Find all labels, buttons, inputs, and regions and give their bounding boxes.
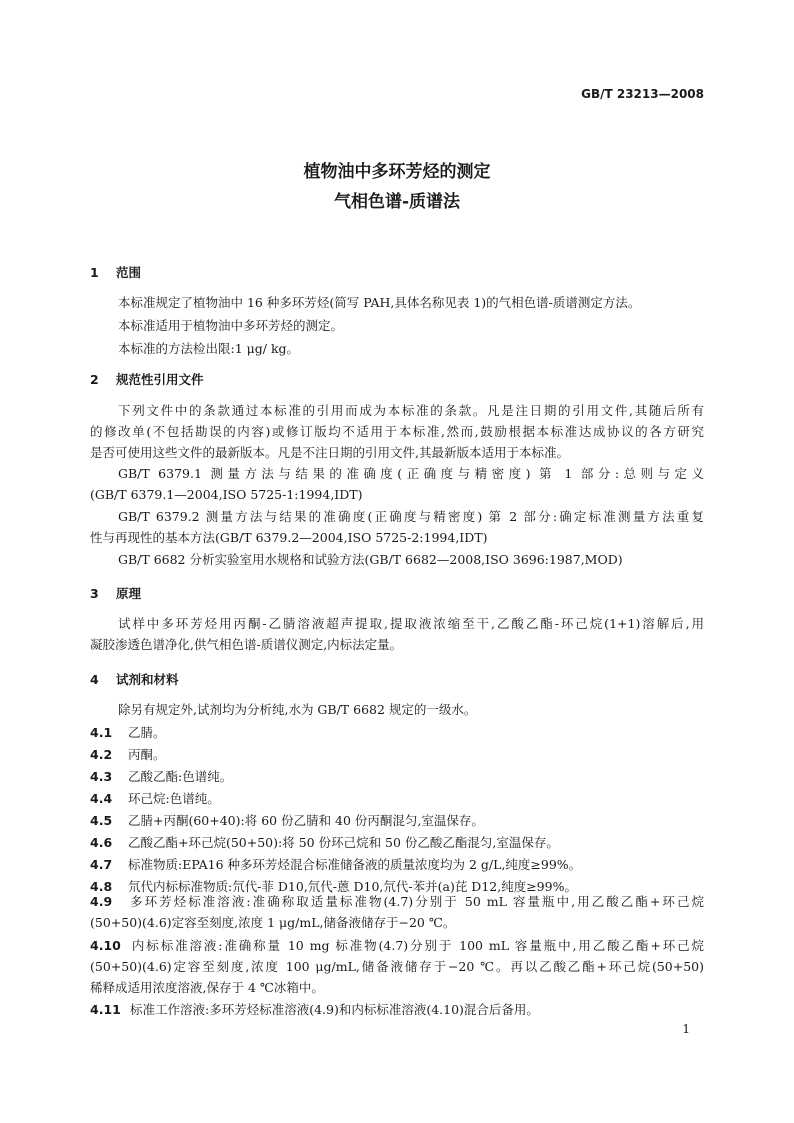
clause-text: 乙腈+丙酮(60+40):将 60 份乙腈和 40 份丙酮混匀,室温保存。 bbox=[128, 813, 484, 828]
section-number: 3 bbox=[90, 586, 99, 601]
section-heading-reagents bbox=[90, 670, 179, 688]
paragraph: 本标准适用于植物油中多环芳烃的测定。 bbox=[118, 318, 344, 333]
clause-text: 环己烷:色谱纯。 bbox=[128, 791, 220, 806]
document-title: 植物油中多环芳烃的测定 bbox=[303, 162, 491, 182]
section-number: 1 bbox=[90, 265, 99, 280]
text-line: 试样中多环芳烃用丙酮-乙腈溶液超声提取,提取液浓缩至干,乙酸乙酯-环己烷(1+1)溶解后,用 bbox=[118, 616, 704, 631]
clause-4-11 bbox=[90, 1000, 539, 1018]
reference-entry: GB/T 6682 分析实验室用水规格和试验方法(GB/T 6682—2008,ISO 3696:1987,MOD) bbox=[118, 552, 623, 567]
clause-number: 4.2 bbox=[90, 747, 113, 762]
clause-number: 4.9 bbox=[90, 894, 113, 909]
clause-4-6 bbox=[90, 833, 559, 851]
clause-text: 乙酸乙酯:色谱纯。 bbox=[128, 769, 233, 784]
clause-text: 内标标准溶液:准确称量 10 mg 标准物(4.7)分别于 100 mL 容量瓶中,用乙酸乙酯+环己烷 bbox=[130, 938, 704, 953]
text-line: 稀释成适用浓度溶液,保存于 4 ℃冰箱中。 bbox=[90, 980, 324, 995]
clause-number: 4.7 bbox=[90, 857, 113, 872]
clause-number: 4.10 bbox=[90, 938, 121, 953]
text-line: (GB/T 6379.1—2004,ISO 5725-1:1994,IDT) bbox=[90, 487, 363, 502]
clause-4-3 bbox=[90, 767, 232, 785]
page-number: 1 bbox=[682, 1022, 690, 1036]
clause-number: 4.6 bbox=[90, 835, 113, 850]
clause-4-2 bbox=[90, 745, 166, 763]
section-title: 试剂和材料 bbox=[116, 672, 179, 687]
clause-number: 4.1 bbox=[90, 725, 113, 740]
text-line: 凝胶渗透色谱净化,供气相色谱-质谱仪测定,内标法定量。 bbox=[90, 637, 403, 652]
reference-entry bbox=[90, 463, 704, 505]
clause-number: 4.4 bbox=[90, 791, 113, 806]
clause-text: 乙腈。 bbox=[128, 725, 166, 740]
paragraph: 本标准规定了植物油中 16 种多环芳烃(简写 PAH,具体名称见表 1)的气相色谱-质谱测定方法。 bbox=[118, 295, 641, 310]
clause-4-10 bbox=[90, 935, 704, 998]
clause-text: 乙酸乙酯+环己烷(50+50):将 50 份环己烷和 50 份乙酸乙酯混匀,室温保存。 bbox=[128, 835, 559, 850]
text-line: GB/T 6379.1 测量方法与结果的准确度(正确度与精密度) 第 1 部分:总则与定义 bbox=[118, 466, 704, 481]
clause-4-5 bbox=[90, 811, 484, 829]
section-title: 规范性引用文件 bbox=[116, 372, 204, 387]
text-line: 是否可使用这些文件的最新版本。凡是不注日期的引用文件,其最新版本适用于本标准。 bbox=[90, 445, 569, 460]
paragraph bbox=[90, 613, 704, 655]
standard-number: GB/T 23213—2008 bbox=[581, 87, 704, 101]
text-line bbox=[90, 935, 704, 956]
text-line: (50+50)(4.6)定容至刻度,浓度 1 μg/mL,储备液储存于−20 ℃。 bbox=[90, 915, 456, 930]
section-heading-scope bbox=[90, 263, 141, 281]
clause-number: 4.11 bbox=[90, 1002, 121, 1017]
clause-text: 标准工作溶液:多环芳烃标准溶液(4.9)和内标标准溶液(4.10)混合后备用。 bbox=[130, 1002, 539, 1017]
reference-entry bbox=[90, 506, 704, 548]
clause-4-4 bbox=[90, 789, 220, 807]
section-heading-principle bbox=[90, 584, 141, 602]
section-number: 4 bbox=[90, 672, 99, 687]
clause-4-1 bbox=[90, 723, 166, 741]
clause-text: 标准物质:EPA16 种多环芳烃混合标准储备液的质量浓度均为 2 g/L,纯度≥99%。 bbox=[128, 857, 582, 872]
text-line: 的修改单(不包括勘误的内容)或修订版均不适用于本标准,然而,鼓励根据本标准达成协议的各方研究 bbox=[90, 424, 704, 439]
clause-text: 氘代内标标准物质:氘代-菲 D10,氘代-蒽 D10,氘代-苯并(a)芘 D12,纯度≥99%。 bbox=[128, 879, 577, 894]
clause-number: 4.5 bbox=[90, 813, 113, 828]
text-line: (50+50)(4.6)定容至刻度,浓度 100 μg/mL,储备液储存于−20 ℃。再以乙酸乙酯+环己烷(50+50) bbox=[90, 959, 704, 974]
document-subtitle: 气相色谱-质谱法 bbox=[333, 192, 461, 212]
section-title: 范围 bbox=[116, 265, 142, 280]
section-heading-normative-references bbox=[90, 370, 204, 388]
text-line: 下列文件中的条款通过本标准的引用而成为本标准的条款。凡是注日期的引用文件,其随后所有 bbox=[118, 403, 704, 418]
clause-number: 4.8 bbox=[90, 879, 113, 894]
text-line bbox=[90, 891, 704, 912]
paragraph: 除另有规定外,试剂均为分析纯,水为 GB/T 6682 规定的一级水。 bbox=[118, 702, 477, 717]
text-line: 性与再现性的基本方法(GB/T 6379.2—2004,ISO 5725-2:1994,IDT) bbox=[90, 530, 488, 545]
section-number: 2 bbox=[90, 372, 99, 387]
clause-4-9 bbox=[90, 891, 704, 933]
text-line: GB/T 6379.2 测量方法与结果的准确度(正确度与精密度) 第 2 部分:确定标准测量方法重复 bbox=[118, 509, 704, 524]
clause-4-7 bbox=[90, 855, 581, 873]
clause-text: 多环芳烃标准溶液:准确称取适量标准物(4.7)分别于 50 mL 容量瓶中,用乙酸乙酯+环己烷 bbox=[128, 894, 704, 909]
clause-number: 4.3 bbox=[90, 769, 113, 784]
section-title: 原理 bbox=[116, 586, 142, 601]
paragraph-intro bbox=[90, 400, 704, 463]
clause-text: 丙酮。 bbox=[128, 747, 166, 762]
paragraph: 本标准的方法检出限:1 μg/ kg。 bbox=[118, 341, 300, 356]
